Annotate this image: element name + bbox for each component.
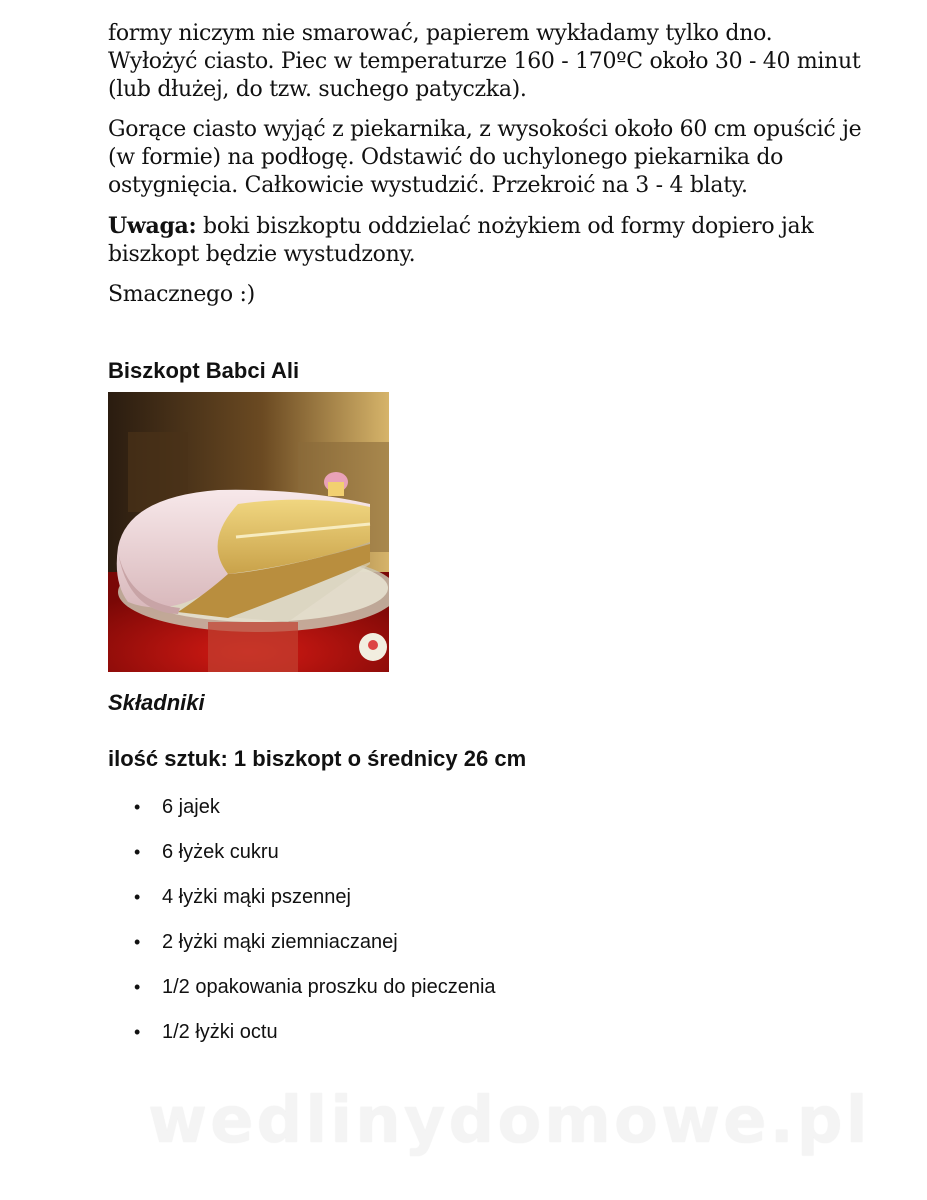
ingredient-text: 4 łyżki mąki pszennej: [162, 886, 351, 908]
bullet-icon: •: [134, 842, 141, 862]
note-text: boki biszkoptu oddzielać nożykiem od formy dopiero jak biszkopt będzie wystudzony.: [108, 214, 814, 267]
recipe-title: Biszkopt Babci Ali: [108, 358, 300, 383]
watermark: wedlinydomowe.pl: [148, 1084, 871, 1158]
note-paragraph: [108, 212, 868, 269]
instructions-paragraph-2: Gorące ciasto wyjąć z piekarnika, z wysokości około 60 cm opuścić je (w formie) na podłogę. Odstawić do uchylonego piekarnika do ostygnięcia. Całkowicie wystudzić. Przekroić na 3 - 4 blaty.: [108, 117, 862, 198]
yield-line: ilość sztuk: 1 biszkopt o średnicy 26 cm: [108, 746, 527, 771]
ingredient-text: 1/2 łyżki octu: [162, 1021, 278, 1043]
list-item: [108, 792, 496, 837]
bullet-icon: •: [134, 797, 141, 817]
list-item: [108, 882, 496, 927]
bullet-icon: •: [134, 932, 141, 952]
ingredient-text: 1/2 opakowania proszku do pieczenia: [162, 976, 496, 998]
closing-line: Smacznego :): [108, 282, 255, 307]
ingredient-text: 6 jajek: [162, 796, 220, 818]
ingredient-text: 2 łyżki mąki ziemniaczanej: [162, 931, 398, 953]
bullet-icon: •: [134, 1022, 141, 1042]
list-item: [108, 927, 496, 972]
recipe-text-top: [108, 20, 868, 321]
ingredient-text: 6 łyżek cukru: [162, 841, 279, 863]
bullet-icon: •: [134, 977, 141, 997]
ingredients-heading: Składniki: [108, 690, 205, 715]
ingredients-list: [108, 792, 496, 1062]
list-item: [108, 837, 496, 882]
note-label: Uwaga:: [108, 213, 197, 239]
bullet-icon: •: [134, 887, 141, 907]
list-item: [108, 972, 496, 1017]
list-item: [108, 1017, 496, 1062]
cake-photo: [108, 392, 389, 672]
instructions-paragraph-1: formy niczym nie smarować, papierem wykładamy tylko dno. Wyłożyć ciasto. Piec w temperaturze 160 - 170ºC około 30 - 40 minut (lub dłużej, do tzw. suchego patyczka).: [108, 21, 861, 102]
